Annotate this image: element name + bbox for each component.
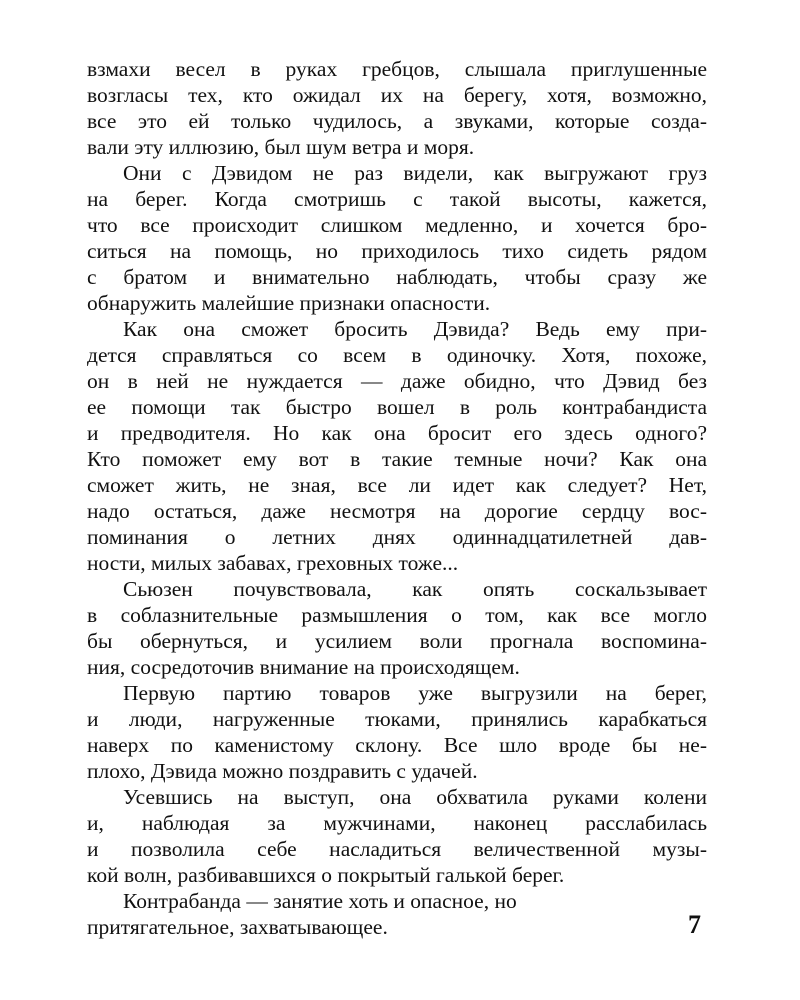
text-line: притягательное, захватывающее. <box>87 915 388 939</box>
text-line: и предводителя. Но как она бросит его здесь одного? <box>87 421 707 445</box>
text-line: надо остаться, даже несмотря на дорогие сердцу вос- <box>87 499 707 523</box>
text-line: вали эту иллюзию, был шум ветра и моря. <box>87 135 475 159</box>
text-line: возгласы тех, кто ожидал их на берегу, хотя, возможно, <box>87 83 707 107</box>
text-line: поминания о летних днях одиннадцатилетней дав- <box>87 525 707 549</box>
text-line: Первую партию товаров уже выгрузили на берег, <box>123 681 707 705</box>
text-line: Контрабанда — занятие хоть и опасное, но <box>123 889 517 913</box>
text-line: и люди, нагруженные тюками, принялись карабкаться <box>87 707 707 731</box>
text-line: Они с Дэвидом не раз видели, как выгружают груз <box>123 161 707 185</box>
text-line: в соблазнительные размышления о том, как все могло <box>87 603 707 627</box>
text-line: на берег. Когда смотришь с такой высоты, кажется, <box>87 187 707 211</box>
text-line: Усевшись на выступ, она обхватила руками колени <box>123 785 707 809</box>
text-line: что все происходит слишком медленно, и хочется бро- <box>87 213 707 237</box>
text-line: с братом и внимательно наблюдать, чтобы сразу же <box>87 265 707 289</box>
text-line: плохо, Дэвида можно поздравить с удачей. <box>87 759 478 783</box>
text-line: он в ней не нуждается — даже обидно, что Дэвид без <box>87 369 707 393</box>
text-line: кой волн, разбивавшихся о покрытый галькой берег. <box>87 863 565 887</box>
text-line: ния, сосредоточив внимание на происходящем. <box>87 655 520 679</box>
text-line: ее помощи так быстро вошел в роль контрабандиста <box>87 395 707 419</box>
text-line: наверх по каменистому склону. Все шло вроде бы не- <box>87 733 707 757</box>
text-line: обнаружить малейшие признаки опасности. <box>87 291 491 315</box>
text-line: ности, милых забавах, греховных тоже... <box>87 551 459 575</box>
text-line: сможет жить, не зная, все ли идет как следует? Нет, <box>87 473 707 497</box>
text-line: Как она сможет бросить Дэвида? Ведь ему при- <box>123 317 707 341</box>
text-line: и, наблюдая за мужчинами, наконец расслабилась <box>87 811 707 835</box>
text-line: бы обернуться, и усилием воли прогнала воспомина- <box>87 629 707 653</box>
text-line: все это ей только чудилось, а звуками, которые созда- <box>87 109 707 133</box>
page-number: 7 <box>688 910 701 939</box>
text-line: Кто поможет ему вот в такие темные ночи? Как она <box>87 447 707 471</box>
text-line: и позволила себе насладиться величественной музы- <box>87 837 707 861</box>
text-line: Сьюзен почувствовала, как опять соскальзывает <box>123 577 707 601</box>
page-body-text <box>87 56 707 940</box>
text-line: дется справляться со всем в одиночку. Хотя, похоже, <box>87 343 707 367</box>
text-line: ситься на помощь, но приходилось тихо сидеть рядом <box>87 239 707 263</box>
text-line: взмахи весел в руках гребцов, слышала приглушенные <box>87 57 707 81</box>
